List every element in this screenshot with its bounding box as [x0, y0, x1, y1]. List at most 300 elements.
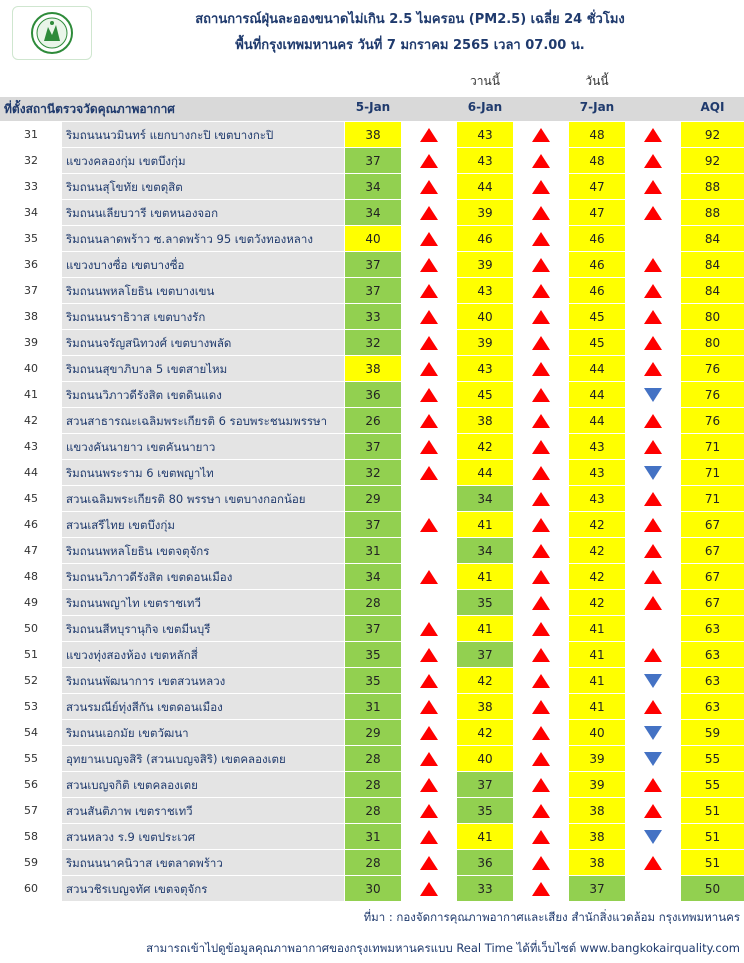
aqi-value: 92: [681, 148, 744, 174]
day2-column-header: 6-Jan: [467, 100, 503, 114]
trend-up-icon: [531, 590, 551, 616]
table-row: [0, 590, 744, 616]
station-name: สวนเสรีไทย เขตบึงกุ่ม: [62, 512, 344, 538]
table-row: [0, 512, 744, 538]
trend-up-icon: [531, 200, 551, 226]
trend-up-icon: [419, 356, 439, 382]
station-name: ริมถนนเลียบวารี เขตหนองจอก: [62, 200, 344, 226]
trend-down-icon: [643, 382, 663, 408]
table-row: [0, 746, 744, 772]
pm25-day1-value: 38: [345, 122, 401, 148]
aqi-value: 88: [681, 200, 744, 226]
table-row: [0, 538, 744, 564]
pm25-day3-value: 38: [569, 824, 625, 850]
table-row: [0, 642, 744, 668]
trend-up-icon: [419, 252, 439, 278]
pm25-day2-value: 41: [457, 616, 513, 642]
aqi-value: 71: [681, 486, 744, 512]
station-number: 50: [0, 616, 62, 642]
station-number: 35: [0, 226, 62, 252]
station-number: 32: [0, 148, 62, 174]
station-name: สวนเฉลิมพระเกียรติ 80 พรรษา เขตบางกอกน้อย: [62, 486, 344, 512]
pm25-day1-value: 37: [345, 252, 401, 278]
pm25-day2-value: 36: [457, 850, 513, 876]
trend-up-icon: [643, 512, 663, 538]
aqi-value: 59: [681, 720, 744, 746]
table-row: [0, 564, 744, 590]
trend-up-icon: [643, 148, 663, 174]
station-number: 45: [0, 486, 62, 512]
day1-column-header: 5-Jan: [355, 100, 391, 114]
aqi-value: 63: [681, 642, 744, 668]
trend-up-icon: [419, 876, 439, 902]
table-row: [0, 382, 744, 408]
trend-down-icon: [643, 460, 663, 486]
pm25-day3-value: 42: [569, 590, 625, 616]
pm25-day3-value: 43: [569, 460, 625, 486]
station-name: แขวงคลองกุ่ม เขตบึงกุ่ม: [62, 148, 344, 174]
aqi-value: 51: [681, 824, 744, 850]
pm25-day1-value: 28: [345, 798, 401, 824]
station-name: สวนสาธารณะเฉลิมพระเกียรติ 6 รอบพระชนมพรรษา: [62, 408, 344, 434]
station-number: 44: [0, 460, 62, 486]
pm25-day2-value: 33: [457, 876, 513, 902]
pm25-day1-value: 31: [345, 694, 401, 720]
trend-up-icon: [419, 850, 439, 876]
trend-up-icon: [531, 824, 551, 850]
station-name: สวนรมณีย์ทุ่งสีกัน เขตดอนเมือง: [62, 694, 344, 720]
table-row: [0, 122, 744, 148]
trend-up-icon: [419, 174, 439, 200]
table-row: [0, 408, 744, 434]
trend-up-icon: [643, 772, 663, 798]
pm25-day3-value: 41: [569, 616, 625, 642]
trend-up-icon: [643, 642, 663, 668]
station-number: 57: [0, 798, 62, 824]
trend-up-icon: [531, 642, 551, 668]
station-name: ริมถนนพัฒนาการ เขตสวนหลวง: [62, 668, 344, 694]
pm25-day3-value: 46: [569, 226, 625, 252]
trend-up-icon: [419, 278, 439, 304]
aqi-value: 80: [681, 330, 744, 356]
trend-up-icon: [531, 512, 551, 538]
station-number: 51: [0, 642, 62, 668]
station-name: ริมถนนนวมินทร์ แยกบางกะปิ เขตบางกะปิ: [62, 122, 344, 148]
pm25-day1-value: 38: [345, 356, 401, 382]
pm25-day1-value: 34: [345, 564, 401, 590]
pm25-day2-value: 42: [457, 720, 513, 746]
table-row: [0, 330, 744, 356]
day3-column-header: 7-Jan: [579, 100, 615, 114]
pm25-day3-value: 45: [569, 304, 625, 330]
trend-up-icon: [643, 408, 663, 434]
pm25-day1-value: 40: [345, 226, 401, 252]
table-row: [0, 174, 744, 200]
table-row: [0, 850, 744, 876]
station-number: 38: [0, 304, 62, 330]
table-row: [0, 278, 744, 304]
pm25-day2-value: 43: [457, 148, 513, 174]
station-number: 55: [0, 746, 62, 772]
pm25-day3-value: 40: [569, 720, 625, 746]
pm25-day2-value: 40: [457, 746, 513, 772]
table-row: [0, 486, 744, 512]
pm25-day3-value: 42: [569, 564, 625, 590]
aqi-value: 55: [681, 746, 744, 772]
station-number: 49: [0, 590, 62, 616]
trend-up-icon: [643, 564, 663, 590]
table-row: [0, 694, 744, 720]
pm25-day1-value: 34: [345, 174, 401, 200]
trend-up-icon: [419, 746, 439, 772]
pm25-day2-value: 39: [457, 200, 513, 226]
pm25-day2-value: 38: [457, 408, 513, 434]
trend-up-icon: [419, 330, 439, 356]
station-number: 56: [0, 772, 62, 798]
trend-up-icon: [531, 408, 551, 434]
trend-up-icon: [531, 148, 551, 174]
trend-up-icon: [643, 252, 663, 278]
trend-up-icon: [531, 382, 551, 408]
trend-up-icon: [643, 278, 663, 304]
aqi-value: 51: [681, 850, 744, 876]
table-row: [0, 668, 744, 694]
station-name: แขวงคันนายาว เขตคันนายาว: [62, 434, 344, 460]
pm25-day1-value: 37: [345, 512, 401, 538]
pm25-day3-value: 46: [569, 278, 625, 304]
table-row: [0, 772, 744, 798]
station-number: 53: [0, 694, 62, 720]
trend-up-icon: [531, 330, 551, 356]
trend-up-icon: [531, 122, 551, 148]
station-name: ริมถนนพระราม 6 เขตพญาไท: [62, 460, 344, 486]
pm25-day1-value: 30: [345, 876, 401, 902]
pm25-day2-value: 42: [457, 668, 513, 694]
station-number: 43: [0, 434, 62, 460]
trend-down-icon: [643, 746, 663, 772]
bma-seal-icon: [12, 6, 92, 60]
trend-up-icon: [643, 122, 663, 148]
trend-up-icon: [531, 434, 551, 460]
station-column-header: ที่ตั้งสถานีตรวจวัดคุณภาพอากาศ: [4, 102, 175, 116]
trend-down-icon: [643, 720, 663, 746]
trend-up-icon: [531, 304, 551, 330]
aqi-value: 84: [681, 252, 744, 278]
aqi-value: 55: [681, 772, 744, 798]
aqi-value: 71: [681, 434, 744, 460]
pm25-day3-value: 42: [569, 512, 625, 538]
pm25-day2-value: 41: [457, 512, 513, 538]
table-row: [0, 434, 744, 460]
trend-up-icon: [643, 798, 663, 824]
station-number: 46: [0, 512, 62, 538]
aqi-value: 76: [681, 408, 744, 434]
pm25-day1-value: 36: [345, 382, 401, 408]
station-table: [0, 122, 744, 902]
aqi-value: 63: [681, 668, 744, 694]
pm25-day1-value: 33: [345, 304, 401, 330]
pm25-day2-value: 39: [457, 330, 513, 356]
trend-up-icon: [643, 356, 663, 382]
aqi-value: 92: [681, 122, 744, 148]
pm25-day3-value: 44: [569, 382, 625, 408]
trend-up-icon: [531, 876, 551, 902]
station-number: 37: [0, 278, 62, 304]
table-row: [0, 252, 744, 278]
station-name: ริมถนนพหลโยธิน เขตบางเขน: [62, 278, 344, 304]
pm25-day2-value: 44: [457, 174, 513, 200]
pm25-day3-value: 41: [569, 668, 625, 694]
pm25-day3-value: 41: [569, 694, 625, 720]
station-name: ริมถนนเอกมัย เขตวัฒนา: [62, 720, 344, 746]
station-name: สวนหลวง ร.9 เขตประเวศ: [62, 824, 344, 850]
trend-up-icon: [531, 486, 551, 512]
station-name: ริมถนนลาดพร้าว ซ.ลาดพร้าว 95 เขตวังทองหลาง: [62, 226, 344, 252]
station-name: สวนสันติภาพ เขตราชเทวี: [62, 798, 344, 824]
trend-up-icon: [419, 694, 439, 720]
pm25-day2-value: 42: [457, 434, 513, 460]
pm25-day3-value: 46: [569, 252, 625, 278]
trend-up-icon: [531, 356, 551, 382]
pm25-day1-value: 31: [345, 824, 401, 850]
trend-up-icon: [531, 798, 551, 824]
station-number: 41: [0, 382, 62, 408]
today-label: วันนี้: [585, 74, 609, 88]
trend-up-icon: [531, 772, 551, 798]
table-row: [0, 356, 744, 382]
report-header: [0, 0, 744, 62]
station-name: ริมถนนนราธิวาส เขตบางรัก: [62, 304, 344, 330]
pm25-day3-value: 37: [569, 876, 625, 902]
trend-up-icon: [419, 772, 439, 798]
trend-up-icon: [419, 720, 439, 746]
station-name: ริมถนนสีหบุรานุกิจ เขตมีนบุรี: [62, 616, 344, 642]
pm25-day2-value: 37: [457, 772, 513, 798]
pm25-day1-value: 28: [345, 746, 401, 772]
station-name: ริมถนนสุโขทัย เขตดุสิต: [62, 174, 344, 200]
trend-up-icon: [419, 122, 439, 148]
pm25-day2-value: 39: [457, 252, 513, 278]
station-number: 52: [0, 668, 62, 694]
pm25-day2-value: 35: [457, 798, 513, 824]
trend-up-icon: [643, 850, 663, 876]
pm25-day1-value: 37: [345, 278, 401, 304]
trend-up-icon: [419, 226, 439, 252]
pm25-day3-value: 41: [569, 642, 625, 668]
pm25-day1-value: 28: [345, 850, 401, 876]
pm25-day1-value: 32: [345, 460, 401, 486]
station-name: ริมถนนพญาไท เขตราชเทวี: [62, 590, 344, 616]
pm25-day3-value: 44: [569, 356, 625, 382]
source-note: ที่มา : กองจัดการคุณภาพอากาศและเสียง สำนักสิ่งแวดล้อม กรุงเทพมหานคร: [363, 910, 740, 924]
table-row: [0, 720, 744, 746]
pm25-day1-value: 29: [345, 486, 401, 512]
report-title: สถานการณ์ฝุ่นละอองขนาดไม่เกิน 2.5 ไมครอน (PM2.5) เฉลี่ย 24 ชั่วโมง: [195, 12, 625, 27]
trend-up-icon: [643, 304, 663, 330]
trend-up-icon: [643, 486, 663, 512]
pm25-day2-value: 44: [457, 460, 513, 486]
station-name: แขวงบางซื่อ เขตบางซื่อ: [62, 252, 344, 278]
aqi-value: 76: [681, 356, 744, 382]
trend-up-icon: [419, 798, 439, 824]
pm25-day3-value: 39: [569, 772, 625, 798]
realtime-note: สามารถเข้าไปดูข้อมูลคุณภาพอากาศของกรุงเทพมหานครแบบ Real Time ได้ที่เว็บไซต์ www.bangkokairquality.com: [146, 941, 740, 955]
trend-up-icon: [419, 304, 439, 330]
aqi-value: 71: [681, 460, 744, 486]
pm25-day3-value: 47: [569, 174, 625, 200]
station-name: แขวงทุ่งสองห้อง เขตหลักสี่: [62, 642, 344, 668]
trend-up-icon: [643, 434, 663, 460]
pm25-day3-value: 48: [569, 122, 625, 148]
pm25-day2-value: 43: [457, 356, 513, 382]
aqi-value: 76: [681, 382, 744, 408]
station-number: 42: [0, 408, 62, 434]
trend-up-icon: [419, 512, 439, 538]
aqi-value: 50: [681, 876, 744, 902]
pm25-day3-value: 45: [569, 330, 625, 356]
trend-up-icon: [643, 590, 663, 616]
pm25-day1-value: 37: [345, 148, 401, 174]
pm25-day1-value: 28: [345, 772, 401, 798]
station-name: ริมถนนจรัญสนิทวงศ์ เขตบางพลัด: [62, 330, 344, 356]
pm25-day2-value: 41: [457, 824, 513, 850]
aqi-value: 88: [681, 174, 744, 200]
station-name: ริมถนนวิภาวดีรังสิต เขตดินแดง: [62, 382, 344, 408]
pm25-day3-value: 39: [569, 746, 625, 772]
pm25-day2-value: 35: [457, 590, 513, 616]
pm25-day3-value: 38: [569, 798, 625, 824]
trend-up-icon: [419, 616, 439, 642]
table-row: [0, 460, 744, 486]
pm25-day2-value: 41: [457, 564, 513, 590]
pm25-day1-value: 29: [345, 720, 401, 746]
pm25-day3-value: 43: [569, 434, 625, 460]
trend-up-icon: [531, 720, 551, 746]
trend-up-icon: [419, 642, 439, 668]
aqi-value: 80: [681, 304, 744, 330]
station-number: 58: [0, 824, 62, 850]
pm25-day3-value: 42: [569, 538, 625, 564]
station-number: 39: [0, 330, 62, 356]
trend-up-icon: [419, 824, 439, 850]
aqi-value: 63: [681, 616, 744, 642]
aqi-value: 67: [681, 564, 744, 590]
pm25-day3-value: 48: [569, 148, 625, 174]
trend-up-icon: [531, 252, 551, 278]
pm25-day2-value: 34: [457, 538, 513, 564]
trend-down-icon: [643, 668, 663, 694]
pm25-day1-value: 35: [345, 642, 401, 668]
station-name: ริมถนนสุขาภิบาล 5 เขตสายไหม: [62, 356, 344, 382]
table-row: [0, 798, 744, 824]
station-number: 31: [0, 122, 62, 148]
trend-up-icon: [419, 200, 439, 226]
trend-up-icon: [419, 564, 439, 590]
pm25-day3-value: 38: [569, 850, 625, 876]
table-row: [0, 304, 744, 330]
station-number: 59: [0, 850, 62, 876]
trend-up-icon: [531, 226, 551, 252]
aqi-column-header: AQI: [700, 100, 725, 114]
trend-up-icon: [531, 850, 551, 876]
trend-up-icon: [419, 382, 439, 408]
yesterday-label: วานนี้: [470, 74, 500, 88]
pm25-day2-value: 45: [457, 382, 513, 408]
aqi-value: 67: [681, 512, 744, 538]
station-number: 34: [0, 200, 62, 226]
table-row: [0, 148, 744, 174]
station-number: 48: [0, 564, 62, 590]
pm25-day1-value: 35: [345, 668, 401, 694]
pm25-day2-value: 38: [457, 694, 513, 720]
trend-up-icon: [643, 538, 663, 564]
station-number: 47: [0, 538, 62, 564]
station-number: 60: [0, 876, 62, 902]
aqi-value: 84: [681, 278, 744, 304]
aqi-value: 67: [681, 590, 744, 616]
station-number: 33: [0, 174, 62, 200]
pm25-day1-value: 31: [345, 538, 401, 564]
pm25-day1-value: 32: [345, 330, 401, 356]
trend-up-icon: [419, 668, 439, 694]
trend-up-icon: [643, 174, 663, 200]
station-name: อุทยานเบญจสิริ (สวนเบญจสิริ) เขตคลองเตย: [62, 746, 344, 772]
pm25-day3-value: 43: [569, 486, 625, 512]
station-name: ริมถนนพหลโยธิน เขตจตุจักร: [62, 538, 344, 564]
trend-up-icon: [531, 460, 551, 486]
pm25-day2-value: 40: [457, 304, 513, 330]
trend-up-icon: [531, 538, 551, 564]
table-row: [0, 226, 744, 252]
station-number: 40: [0, 356, 62, 382]
pm25-day2-value: 37: [457, 642, 513, 668]
trend-up-icon: [531, 746, 551, 772]
trend-down-icon: [643, 824, 663, 850]
aqi-value: 63: [681, 694, 744, 720]
trend-up-icon: [419, 148, 439, 174]
pm25-day2-value: 43: [457, 278, 513, 304]
aqi-value: 51: [681, 798, 744, 824]
pm25-day3-value: 44: [569, 408, 625, 434]
pm25-day2-value: 46: [457, 226, 513, 252]
pm25-day1-value: 37: [345, 434, 401, 460]
pm25-day3-value: 47: [569, 200, 625, 226]
pm25-day1-value: 34: [345, 200, 401, 226]
station-name: สวนวชิรเบญจทัศ เขตจตุจักร: [62, 876, 344, 902]
table-row: [0, 876, 744, 902]
aqi-value: 84: [681, 226, 744, 252]
station-name: สวนเบญจกิติ เขตคลองเตย: [62, 772, 344, 798]
trend-up-icon: [419, 434, 439, 460]
trend-up-icon: [643, 330, 663, 356]
pm25-day2-value: 43: [457, 122, 513, 148]
station-number: 36: [0, 252, 62, 278]
pm25-day1-value: 28: [345, 590, 401, 616]
trend-up-icon: [531, 668, 551, 694]
trend-up-icon: [531, 616, 551, 642]
table-row: [0, 200, 744, 226]
aqi-value: 67: [681, 538, 744, 564]
table-row: [0, 824, 744, 850]
table-row: [0, 616, 744, 642]
station-name: ริมถนนวิภาวดีรังสิต เขตดอนเมือง: [62, 564, 344, 590]
pm25-day2-value: 34: [457, 486, 513, 512]
trend-up-icon: [531, 174, 551, 200]
station-number: 54: [0, 720, 62, 746]
trend-up-icon: [531, 278, 551, 304]
pm25-day1-value: 26: [345, 408, 401, 434]
station-name: ริมถนนนาคนิวาส เขตลาดพร้าว: [62, 850, 344, 876]
